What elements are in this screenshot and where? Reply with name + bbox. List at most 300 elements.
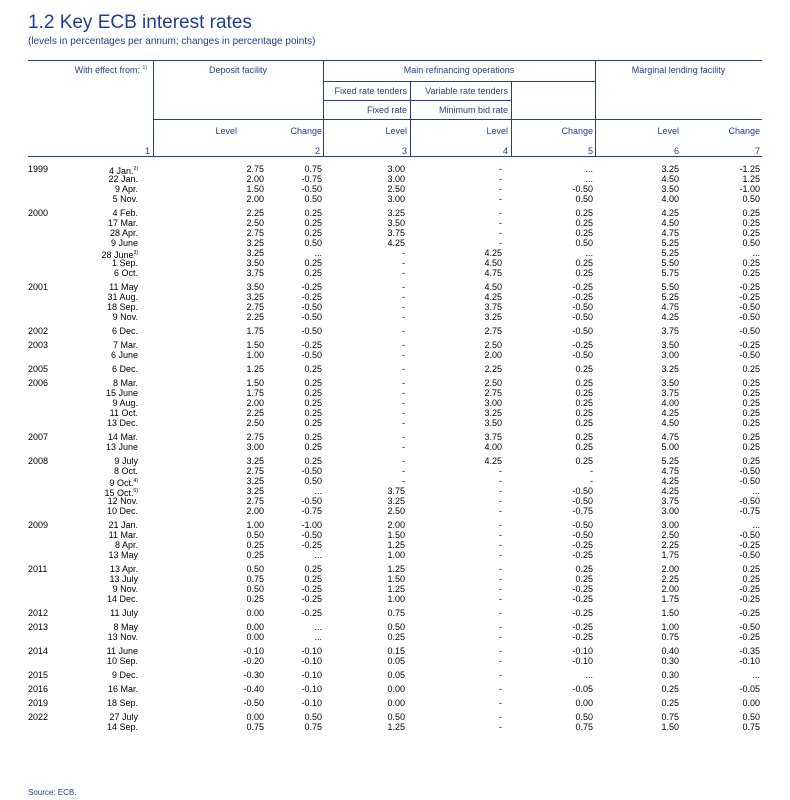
- cell-deposit-change: 0.50: [304, 476, 322, 486]
- row-date: [107, 656, 138, 666]
- cell-fixed-rate-level: 0.75: [387, 608, 405, 618]
- cell-marginal-level: 4.50: [661, 418, 679, 428]
- header-level-6: Level: [657, 126, 679, 136]
- table-row: [0, 540, 790, 550]
- cell-min-bid-level: 3.00: [484, 398, 502, 408]
- row-date: [111, 238, 138, 248]
- cell-marginal-level: 0.30: [661, 656, 679, 666]
- cell-min-bid-level: -: [499, 540, 502, 550]
- cell-marginal-change: 0.25: [742, 378, 760, 388]
- cell-deposit-level: 2.75: [246, 228, 264, 238]
- cell-fixed-rate-level: -: [402, 364, 405, 374]
- row-year: 2012: [28, 608, 49, 618]
- cell-fixed-rate-level: -: [402, 292, 405, 302]
- header-with-effect: [75, 65, 147, 75]
- cell-mro-change: 0.25: [575, 574, 593, 584]
- cell-marginal-level: 5.25: [661, 248, 679, 258]
- cell-marginal-change: 0.25: [742, 418, 760, 428]
- cell-mro-change: 0.25: [575, 418, 593, 428]
- header-level-3: Level: [385, 126, 407, 136]
- cell-marginal-change: -0.25: [739, 282, 760, 292]
- table-row: [0, 456, 790, 466]
- cell-marginal-level: 5.50: [661, 258, 679, 268]
- cell-deposit-change: -0.50: [301, 326, 322, 336]
- cell-mro-change: 0.25: [575, 268, 593, 278]
- cell-fixed-rate-level: -: [402, 258, 405, 268]
- row-year: 2011: [28, 564, 48, 574]
- row-date-label: 9 Oct.: [109, 478, 134, 488]
- cell-marginal-level: 4.50: [661, 218, 679, 228]
- cell-deposit-change: -0.25: [301, 540, 322, 550]
- row-date: [109, 574, 138, 584]
- cell-fixed-rate-level: 0.00: [387, 684, 405, 694]
- row-year: 2007: [28, 432, 49, 442]
- row-date-label: 28 June: [101, 250, 134, 260]
- cell-min-bid-level: -: [499, 722, 502, 732]
- cell-fixed-rate-level: -: [402, 456, 405, 466]
- row-date-label: 9 July: [114, 456, 138, 466]
- cell-marginal-change: -0.50: [739, 312, 760, 322]
- table-row: [0, 698, 790, 708]
- cell-fixed-rate-level: -: [402, 476, 405, 486]
- cell-marginal-level: 0.25: [661, 698, 679, 708]
- table-row: [0, 476, 790, 486]
- cell-mro-change: -0.50: [572, 496, 593, 506]
- cell-deposit-level: 2.75: [246, 496, 264, 506]
- cell-fixed-rate-level: 0.50: [387, 712, 405, 722]
- row-year: 2016: [28, 684, 49, 694]
- cell-marginal-level: 3.75: [661, 496, 679, 506]
- cell-marginal-level: 4.75: [661, 302, 679, 312]
- cell-marginal-change: -0.50: [739, 350, 760, 360]
- header-level-4: Level: [486, 126, 508, 136]
- cell-min-bid-level: -: [499, 656, 502, 666]
- cell-min-bid-level: -: [499, 584, 502, 594]
- cell-mro-change: 0.25: [575, 398, 593, 408]
- cell-deposit-level: 2.25: [246, 208, 264, 218]
- cell-deposit-level: 0.25: [246, 550, 264, 560]
- cell-fixed-rate-level: -: [402, 312, 405, 322]
- cell-fixed-rate-level: 0.25: [387, 632, 405, 642]
- cell-marginal-level: 3.50: [661, 378, 679, 388]
- cell-min-bid-level: 2.50: [484, 340, 502, 350]
- table-row: [0, 218, 790, 228]
- cell-marginal-level: 1.75: [661, 594, 679, 604]
- cell-deposit-level: 3.25: [246, 238, 264, 248]
- cell-deposit-change: -0.10: [301, 670, 322, 680]
- table-row: [0, 530, 790, 540]
- cell-marginal-change: 0.25: [742, 456, 760, 466]
- cell-marginal-level: 1.00: [661, 622, 679, 632]
- cell-marginal-level: 4.25: [661, 408, 679, 418]
- cell-deposit-level: -0.20: [243, 656, 264, 666]
- footnote-ref: 1): [142, 65, 147, 71]
- row-date: [106, 388, 138, 398]
- cell-marginal-level: 5.50: [661, 282, 679, 292]
- cell-deposit-level: 2.00: [246, 506, 264, 516]
- cell-marginal-change: ...: [752, 486, 760, 496]
- row-date: [110, 608, 138, 618]
- row-date: [113, 378, 138, 388]
- row-date: [112, 326, 138, 336]
- cell-deposit-change: 0.25: [304, 418, 322, 428]
- cell-deposit-change: 0.50: [304, 194, 322, 204]
- cell-mro-change: 0.00: [575, 698, 593, 708]
- cell-fixed-rate-level: -: [402, 432, 405, 442]
- row-date-label: 10 Sep.: [106, 656, 138, 666]
- row-date-label: 28 Apr.: [109, 228, 138, 238]
- cell-deposit-change: 0.25: [304, 432, 322, 442]
- row-date: [108, 432, 138, 442]
- col-number-3: 3: [401, 146, 407, 156]
- cell-fixed-rate-level: -: [402, 248, 405, 258]
- cell-deposit-level: 3.50: [246, 282, 264, 292]
- footnote-ref: 4): [133, 478, 138, 484]
- cell-mro-change: 0.25: [575, 218, 593, 228]
- cell-marginal-change: -0.25: [739, 292, 760, 302]
- row-date: [109, 712, 138, 722]
- row-date-label: 8 Apr.: [114, 540, 138, 550]
- cell-deposit-level: 0.75: [246, 574, 264, 584]
- table-row: [0, 564, 790, 574]
- cell-deposit-level: 2.75: [246, 302, 264, 312]
- cell-fixed-rate-level: -: [402, 378, 405, 388]
- row-date-label: 4 Jan.: [109, 166, 134, 176]
- cell-min-bid-level: 4.25: [484, 292, 502, 302]
- row-date: [115, 540, 138, 550]
- cell-marginal-change: -0.50: [739, 550, 760, 560]
- table-row: [0, 684, 790, 694]
- cell-marginal-change: -0.50: [739, 302, 760, 312]
- cell-marginal-level: 5.25: [661, 456, 679, 466]
- cell-deposit-level: 2.50: [246, 418, 264, 428]
- row-date-label: 15 Oct.: [104, 488, 134, 498]
- cell-deposit-change: -0.50: [301, 350, 322, 360]
- cell-fixed-rate-level: 3.25: [387, 496, 405, 506]
- cell-min-bid-level: -: [499, 646, 502, 656]
- cell-deposit-change: 0.25: [304, 378, 322, 388]
- cell-deposit-change: -0.10: [301, 684, 322, 694]
- cell-marginal-change: -0.75: [739, 506, 760, 516]
- row-date-label: 7 Mar.: [112, 340, 138, 350]
- cell-deposit-level: -0.10: [243, 646, 264, 656]
- cell-deposit-level: 2.25: [246, 408, 264, 418]
- cell-deposit-level: 0.25: [246, 540, 264, 550]
- row-date: [112, 398, 138, 408]
- cell-fixed-rate-level: 0.05: [387, 656, 405, 666]
- cell-mro-change: ...: [585, 174, 593, 184]
- cell-marginal-level: 4.25: [661, 208, 679, 218]
- row-date: [112, 670, 138, 680]
- cell-marginal-change: -1.00: [739, 184, 760, 194]
- row-date-label: 21 Jan.: [108, 520, 138, 530]
- cell-deposit-change: 0.25: [304, 574, 322, 584]
- level-row-rule: [153, 119, 762, 120]
- cell-deposit-level: 3.25: [246, 248, 264, 258]
- cell-mro-change: -0.25: [572, 622, 593, 632]
- row-date: [108, 174, 138, 184]
- cell-min-bid-level: -: [499, 228, 502, 238]
- cell-deposit-level: 0.75: [246, 722, 264, 732]
- cell-mro-change: -0.50: [572, 530, 593, 540]
- cell-deposit-level: -0.30: [243, 670, 264, 680]
- cell-min-bid-level: -: [499, 506, 502, 516]
- row-date: [113, 584, 138, 594]
- cell-deposit-level: 0.50: [246, 564, 264, 574]
- cell-deposit-change: ...: [314, 248, 322, 258]
- cell-mro-change: 0.25: [575, 456, 593, 466]
- cell-marginal-level: 4.25: [661, 476, 679, 486]
- cell-fixed-rate-level: 2.50: [387, 184, 405, 194]
- table-row: [0, 388, 790, 398]
- header-change-2: Change: [290, 126, 322, 136]
- cell-deposit-level: 3.25: [246, 292, 264, 302]
- cell-min-bid-level: 4.75: [484, 268, 502, 278]
- row-date: [108, 550, 138, 560]
- cell-min-bid-level: 4.50: [484, 282, 502, 292]
- cell-marginal-level: 2.50: [661, 530, 679, 540]
- cell-fixed-rate-level: -: [402, 388, 405, 398]
- cell-min-bid-level: 2.25: [484, 364, 502, 374]
- cell-mro-change: 0.50: [575, 194, 593, 204]
- cell-marginal-level: 3.75: [661, 388, 679, 398]
- divider-variable: [511, 81, 512, 156]
- cell-deposit-change: -0.50: [301, 302, 322, 312]
- row-date: [107, 506, 138, 516]
- cell-fixed-rate-level: -: [402, 408, 405, 418]
- footnote-ref: 3): [133, 250, 138, 256]
- table-row: [0, 594, 790, 604]
- cell-mro-change: ...: [585, 164, 593, 174]
- cell-marginal-change: -0.25: [739, 540, 760, 550]
- cell-min-bid-level: 2.75: [484, 326, 502, 336]
- cell-fixed-rate-level: -: [402, 302, 405, 312]
- cell-marginal-change: 0.50: [742, 712, 760, 722]
- cell-marginal-level: 4.25: [661, 312, 679, 322]
- cell-mro-change: -0.50: [572, 520, 593, 530]
- row-date: [110, 228, 138, 238]
- cell-mro-change: 0.25: [575, 564, 593, 574]
- cell-fixed-rate-level: 3.00: [387, 194, 405, 204]
- cell-marginal-level: 4.50: [661, 174, 679, 184]
- row-year: 2015: [28, 670, 49, 680]
- cell-deposit-level: 3.75: [246, 268, 264, 278]
- row-date: [107, 646, 138, 656]
- table-row: [0, 238, 790, 248]
- table-row: [0, 408, 790, 418]
- row-year: 2022: [28, 712, 49, 722]
- header-change-7: Change: [728, 126, 760, 136]
- row-date: [110, 408, 138, 418]
- cell-min-bid-level: -: [499, 670, 502, 680]
- cell-mro-change: 0.25: [575, 208, 593, 218]
- header-fixed-rate-tenders: Fixed rate tenders: [334, 86, 407, 96]
- row-year: 2003: [28, 340, 49, 350]
- cell-mro-change: -0.50: [572, 486, 593, 496]
- table-row: [0, 208, 790, 218]
- cell-mro-change: -0.05: [572, 684, 593, 694]
- header-with-effect-label: With effect from:: [74, 65, 141, 75]
- cell-marginal-level: 5.25: [661, 292, 679, 302]
- row-date: [113, 622, 138, 632]
- cell-deposit-level: 2.00: [246, 194, 264, 204]
- row-date-label: 6 Dec.: [111, 364, 138, 374]
- cell-mro-change: 0.25: [575, 258, 593, 268]
- row-date: [108, 520, 138, 530]
- table-row: [0, 418, 790, 428]
- row-date-label: 14 Dec.: [106, 594, 138, 604]
- cell-deposit-level: 2.00: [246, 174, 264, 184]
- cell-deposit-level: 2.75: [246, 466, 264, 476]
- cell-min-bid-level: -: [499, 632, 502, 642]
- cell-fixed-rate-level: -: [402, 326, 405, 336]
- row-date: [115, 184, 138, 194]
- row-year: 2001: [28, 282, 49, 292]
- cell-min-bid-level: -: [499, 574, 502, 584]
- row-date: [106, 442, 138, 452]
- table-row: [0, 486, 790, 496]
- cell-min-bid-level: -: [499, 698, 502, 708]
- row-date-label: 1 Sep.: [111, 258, 138, 268]
- cell-mro-change: -0.10: [572, 646, 593, 656]
- row-year: 2008: [28, 456, 49, 466]
- cell-min-bid-level: 4.25: [484, 248, 502, 258]
- row-date: [113, 340, 138, 350]
- cell-marginal-change: ...: [752, 670, 760, 680]
- cell-deposit-level: 1.25: [246, 364, 264, 374]
- cell-deposit-level: 3.25: [246, 456, 264, 466]
- cell-marginal-change: 0.00: [742, 698, 760, 708]
- table-row: [0, 378, 790, 388]
- cell-min-bid-level: -: [499, 208, 502, 218]
- cell-mro-change: -0.25: [572, 540, 593, 550]
- cell-marginal-change: 0.25: [742, 432, 760, 442]
- row-date-label: 13 Nov.: [107, 632, 138, 642]
- row-date: [108, 632, 138, 642]
- cell-deposit-level: -0.40: [243, 684, 264, 694]
- row-date-label: 8 May: [113, 622, 138, 632]
- header-deposit-facility: Deposit facility: [208, 65, 268, 75]
- cell-deposit-change: 0.25: [304, 398, 322, 408]
- row-date: [107, 722, 138, 732]
- cell-deposit-level: 0.25: [246, 594, 264, 604]
- row-date: [114, 456, 138, 466]
- cell-marginal-change: 0.25: [742, 364, 760, 374]
- cell-mro-change: 0.25: [575, 228, 593, 238]
- row-year: 2006: [28, 378, 49, 388]
- cell-marginal-change: 0.25: [742, 574, 760, 584]
- cell-marginal-change: -0.25: [739, 632, 760, 642]
- table-row: [0, 326, 790, 336]
- cell-deposit-level: 0.00: [246, 608, 264, 618]
- cell-marginal-change: -0.50: [739, 622, 760, 632]
- cell-min-bid-level: -: [499, 684, 502, 694]
- cell-marginal-change: -0.25: [739, 594, 760, 604]
- row-date-label: 11 May: [109, 282, 138, 292]
- row-date-label: 9 Nov.: [112, 312, 138, 322]
- table-row: [0, 194, 790, 204]
- cell-marginal-level: 4.75: [661, 228, 679, 238]
- cell-deposit-level: 2.25: [246, 312, 264, 322]
- row-date-label: 16 Mar.: [107, 684, 138, 694]
- header-top-rule: [28, 60, 762, 61]
- row-date-label: 9 Apr.: [114, 184, 138, 194]
- header-level-1: Level: [215, 126, 237, 136]
- cell-deposit-change: -0.25: [301, 292, 322, 302]
- row-year: 2009: [28, 520, 49, 530]
- row-date: [110, 564, 138, 574]
- cell-mro-change: -0.25: [572, 550, 593, 560]
- cell-min-bid-level: -: [499, 564, 502, 574]
- row-year: 2002: [28, 326, 49, 336]
- footnote-ref: 5): [133, 488, 138, 494]
- cell-fixed-rate-level: 3.75: [387, 228, 405, 238]
- cell-deposit-change: -1.00: [301, 520, 322, 530]
- table-row: [0, 442, 790, 452]
- table-row: [0, 340, 790, 350]
- cell-marginal-level: 4.00: [661, 194, 679, 204]
- row-date-label: 8 Mar.: [112, 378, 138, 388]
- cell-marginal-change: -0.50: [739, 530, 760, 540]
- cell-min-bid-level: 2.50: [484, 378, 502, 388]
- cell-deposit-level: 2.00: [246, 398, 264, 408]
- cell-marginal-level: 3.50: [661, 184, 679, 194]
- row-year: 2000: [28, 208, 49, 218]
- cell-marginal-level: 1.50: [661, 608, 679, 618]
- cell-mro-change: -0.25: [572, 594, 593, 604]
- cell-deposit-level: 3.25: [246, 476, 264, 486]
- cell-deposit-level: -0.50: [243, 698, 264, 708]
- row-date: [107, 418, 138, 428]
- cell-min-bid-level: -: [499, 594, 502, 604]
- row-date-label: 22 Jan.: [108, 174, 138, 184]
- row-date-label: 13 Apr.: [109, 564, 138, 574]
- cell-mro-change: 0.25: [575, 432, 593, 442]
- row-date: [113, 194, 138, 204]
- cell-mro-change: 0.50: [575, 238, 593, 248]
- cell-min-bid-level: 4.50: [484, 258, 502, 268]
- table-row: [0, 258, 790, 268]
- col-number-4: 4: [502, 146, 508, 156]
- row-date: [113, 312, 138, 322]
- cell-marginal-level: 0.25: [661, 684, 679, 694]
- cell-marginal-change: 0.25: [742, 228, 760, 238]
- table-row: [0, 550, 790, 560]
- row-date-label: 15 June: [105, 388, 138, 398]
- table-row: [0, 312, 790, 322]
- cell-mro-change: -0.10: [572, 656, 593, 666]
- cell-min-bid-level: -: [499, 520, 502, 530]
- row-date-label: 11 Oct.: [109, 408, 138, 418]
- row-date: [112, 208, 138, 218]
- row-date: [114, 466, 138, 476]
- cell-deposit-change: -0.10: [301, 698, 322, 708]
- cell-min-bid-level: -: [499, 174, 502, 184]
- cell-marginal-change: 0.25: [742, 388, 760, 398]
- cell-fixed-rate-level: 0.50: [387, 622, 405, 632]
- cell-fixed-rate-level: 3.75: [387, 486, 405, 496]
- cell-marginal-change: 0.25: [742, 408, 760, 418]
- cell-marginal-level: 3.25: [661, 164, 679, 174]
- cell-deposit-change: 0.25: [304, 388, 322, 398]
- cell-fixed-rate-level: 1.25: [387, 584, 405, 594]
- row-date-label: 6 Oct.: [113, 268, 138, 278]
- cell-mro-change: 0.25: [575, 388, 593, 398]
- cell-deposit-change: -0.50: [301, 496, 322, 506]
- cell-marginal-level: 4.00: [661, 398, 679, 408]
- cell-marginal-level: 5.25: [661, 238, 679, 248]
- table-row: [0, 248, 790, 258]
